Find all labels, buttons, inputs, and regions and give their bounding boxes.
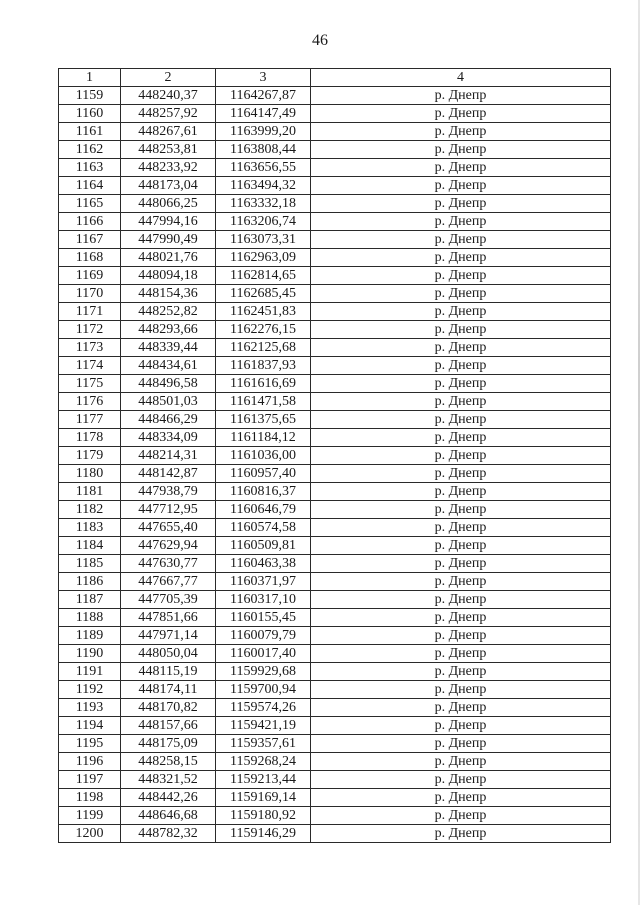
x-coordinate-cell: 448258,15 <box>121 753 216 771</box>
point-number-cell: 1180 <box>59 465 121 483</box>
x-coordinate-cell: 448240,37 <box>121 87 216 105</box>
y-coordinate-cell: 1159357,61 <box>216 735 311 753</box>
y-coordinate-cell: 1159146,29 <box>216 825 311 843</box>
description-cell: р. Днепр <box>311 267 611 285</box>
point-number-cell: 1200 <box>59 825 121 843</box>
description-cell: р. Днепр <box>311 591 611 609</box>
table-row <box>59 465 611 483</box>
point-number-cell: 1162 <box>59 141 121 159</box>
description-cell: р. Днепр <box>311 681 611 699</box>
x-coordinate-cell: 448339,44 <box>121 339 216 357</box>
x-coordinate-cell: 448066,25 <box>121 195 216 213</box>
point-number-cell: 1191 <box>59 663 121 681</box>
point-number-cell: 1181 <box>59 483 121 501</box>
y-coordinate-cell: 1163808,44 <box>216 141 311 159</box>
point-number-cell: 1194 <box>59 717 121 735</box>
y-coordinate-cell: 1161837,93 <box>216 357 311 375</box>
table-row <box>59 735 611 753</box>
table-row <box>59 393 611 411</box>
point-number-cell: 1189 <box>59 627 121 645</box>
table-row <box>59 213 611 231</box>
x-coordinate-cell: 448115,19 <box>121 663 216 681</box>
x-coordinate-cell: 448321,52 <box>121 771 216 789</box>
x-coordinate-cell: 447990,49 <box>121 231 216 249</box>
x-coordinate-cell: 447938,79 <box>121 483 216 501</box>
table-row <box>59 771 611 789</box>
point-number-cell: 1193 <box>59 699 121 717</box>
y-coordinate-cell: 1164147,49 <box>216 105 311 123</box>
y-coordinate-cell: 1161036,00 <box>216 447 311 465</box>
description-cell: р. Днепр <box>311 393 611 411</box>
description-cell: р. Днепр <box>311 411 611 429</box>
x-coordinate-cell: 447629,94 <box>121 537 216 555</box>
x-coordinate-cell: 448173,04 <box>121 177 216 195</box>
x-coordinate-cell: 448021,76 <box>121 249 216 267</box>
description-cell: р. Днепр <box>311 159 611 177</box>
y-coordinate-cell: 1159180,92 <box>216 807 311 825</box>
y-coordinate-cell: 1162451,83 <box>216 303 311 321</box>
table-row <box>59 663 611 681</box>
point-number-cell: 1184 <box>59 537 121 555</box>
y-coordinate-cell: 1163073,31 <box>216 231 311 249</box>
description-cell: р. Днепр <box>311 699 611 717</box>
x-coordinate-cell: 448175,09 <box>121 735 216 753</box>
description-cell: р. Днепр <box>311 123 611 141</box>
point-number-cell: 1185 <box>59 555 121 573</box>
point-number-cell: 1167 <box>59 231 121 249</box>
point-number-cell: 1166 <box>59 213 121 231</box>
y-coordinate-cell: 1160155,45 <box>216 609 311 627</box>
table-row <box>59 645 611 663</box>
x-coordinate-cell: 448501,03 <box>121 393 216 411</box>
description-cell: р. Днепр <box>311 249 611 267</box>
y-coordinate-cell: 1159421,19 <box>216 717 311 735</box>
y-coordinate-cell: 1161375,65 <box>216 411 311 429</box>
table-row <box>59 429 611 447</box>
point-number-cell: 1177 <box>59 411 121 429</box>
point-number-cell: 1192 <box>59 681 121 699</box>
y-coordinate-cell: 1159700,94 <box>216 681 311 699</box>
x-coordinate-cell: 447851,66 <box>121 609 216 627</box>
y-coordinate-cell: 1160079,79 <box>216 627 311 645</box>
table-row <box>59 753 611 771</box>
y-coordinate-cell: 1159268,24 <box>216 753 311 771</box>
y-coordinate-cell: 1159929,68 <box>216 663 311 681</box>
description-cell: р. Днепр <box>311 501 611 519</box>
y-coordinate-cell: 1164267,87 <box>216 87 311 105</box>
table-row <box>59 807 611 825</box>
description-cell: р. Днепр <box>311 195 611 213</box>
point-number-cell: 1179 <box>59 447 121 465</box>
point-number-cell: 1188 <box>59 609 121 627</box>
description-cell: р. Днепр <box>311 609 611 627</box>
table-row <box>59 375 611 393</box>
x-coordinate-cell: 447971,14 <box>121 627 216 645</box>
table-row <box>59 141 611 159</box>
point-number-cell: 1175 <box>59 375 121 393</box>
description-cell: р. Днепр <box>311 573 611 591</box>
x-coordinate-cell: 448050,04 <box>121 645 216 663</box>
x-coordinate-cell: 448496,58 <box>121 375 216 393</box>
point-number-cell: 1173 <box>59 339 121 357</box>
description-cell: р. Днепр <box>311 771 611 789</box>
table-row <box>59 717 611 735</box>
page-number: 46 <box>312 32 328 49</box>
table-row <box>59 105 611 123</box>
description-cell: р. Днепр <box>311 465 611 483</box>
point-number-cell: 1174 <box>59 357 121 375</box>
table-row <box>59 411 611 429</box>
y-coordinate-cell: 1160957,40 <box>216 465 311 483</box>
table-row <box>59 231 611 249</box>
description-cell: р. Днепр <box>311 231 611 249</box>
description-cell: р. Днепр <box>311 447 611 465</box>
table-row <box>59 609 611 627</box>
table-body <box>59 87 611 843</box>
table-row <box>59 447 611 465</box>
description-cell: р. Днепр <box>311 627 611 645</box>
table-row <box>59 789 611 807</box>
point-number-cell: 1198 <box>59 789 121 807</box>
x-coordinate-cell: 448157,66 <box>121 717 216 735</box>
table-row <box>59 357 611 375</box>
table-row <box>59 267 611 285</box>
point-number-cell: 1161 <box>59 123 121 141</box>
table-row <box>59 555 611 573</box>
table-row <box>59 87 611 105</box>
description-cell: р. Днепр <box>311 789 611 807</box>
y-coordinate-cell: 1160317,10 <box>216 591 311 609</box>
description-cell: р. Днепр <box>311 753 611 771</box>
table-row <box>59 177 611 195</box>
description-cell: р. Днепр <box>311 429 611 447</box>
point-number-cell: 1159 <box>59 87 121 105</box>
column-header-1: 1 <box>59 69 121 87</box>
description-cell: р. Днепр <box>311 537 611 555</box>
table-row <box>59 285 611 303</box>
description-cell: р. Днепр <box>311 483 611 501</box>
point-number-cell: 1170 <box>59 285 121 303</box>
x-coordinate-cell: 448094,18 <box>121 267 216 285</box>
x-coordinate-cell: 448214,31 <box>121 447 216 465</box>
x-coordinate-cell: 447994,16 <box>121 213 216 231</box>
table-row <box>59 573 611 591</box>
table-row <box>59 519 611 537</box>
x-coordinate-cell: 448142,87 <box>121 465 216 483</box>
table-header-row <box>59 69 611 87</box>
y-coordinate-cell: 1161471,58 <box>216 393 311 411</box>
y-coordinate-cell: 1163332,18 <box>216 195 311 213</box>
y-coordinate-cell: 1159169,14 <box>216 789 311 807</box>
x-coordinate-cell: 448154,36 <box>121 285 216 303</box>
y-coordinate-cell: 1162963,09 <box>216 249 311 267</box>
y-coordinate-cell: 1162814,65 <box>216 267 311 285</box>
point-number-cell: 1178 <box>59 429 121 447</box>
column-header-2: 2 <box>121 69 216 87</box>
description-cell: р. Днепр <box>311 717 611 735</box>
point-number-cell: 1168 <box>59 249 121 267</box>
description-cell: р. Днепр <box>311 321 611 339</box>
point-number-cell: 1196 <box>59 753 121 771</box>
table-row <box>59 159 611 177</box>
table-row <box>59 627 611 645</box>
x-coordinate-cell: 448233,92 <box>121 159 216 177</box>
y-coordinate-cell: 1162125,68 <box>216 339 311 357</box>
y-coordinate-cell: 1160816,37 <box>216 483 311 501</box>
x-coordinate-cell: 447667,77 <box>121 573 216 591</box>
table-row <box>59 501 611 519</box>
y-coordinate-cell: 1160646,79 <box>216 501 311 519</box>
point-number-cell: 1186 <box>59 573 121 591</box>
point-number-cell: 1165 <box>59 195 121 213</box>
x-coordinate-cell: 447630,77 <box>121 555 216 573</box>
description-cell: р. Днепр <box>311 177 611 195</box>
y-coordinate-cell: 1160371,97 <box>216 573 311 591</box>
table-row <box>59 591 611 609</box>
y-coordinate-cell: 1160017,40 <box>216 645 311 663</box>
y-coordinate-cell: 1160574,58 <box>216 519 311 537</box>
x-coordinate-cell: 448253,81 <box>121 141 216 159</box>
description-cell: р. Днепр <box>311 303 611 321</box>
point-number-cell: 1160 <box>59 105 121 123</box>
x-coordinate-cell: 447712,95 <box>121 501 216 519</box>
x-coordinate-cell: 448252,82 <box>121 303 216 321</box>
x-coordinate-cell: 447705,39 <box>121 591 216 609</box>
x-coordinate-cell: 448442,26 <box>121 789 216 807</box>
x-coordinate-cell: 448466,29 <box>121 411 216 429</box>
description-cell: р. Днепр <box>311 825 611 843</box>
x-coordinate-cell: 448334,09 <box>121 429 216 447</box>
coordinates-table <box>58 68 611 843</box>
y-coordinate-cell: 1160463,38 <box>216 555 311 573</box>
point-number-cell: 1195 <box>59 735 121 753</box>
y-coordinate-cell: 1159213,44 <box>216 771 311 789</box>
x-coordinate-cell: 448646,68 <box>121 807 216 825</box>
table-row <box>59 681 611 699</box>
table-row <box>59 303 611 321</box>
table-row <box>59 321 611 339</box>
description-cell: р. Днепр <box>311 213 611 231</box>
y-coordinate-cell: 1161184,12 <box>216 429 311 447</box>
y-coordinate-cell: 1163206,74 <box>216 213 311 231</box>
point-number-cell: 1172 <box>59 321 121 339</box>
y-coordinate-cell: 1163656,55 <box>216 159 311 177</box>
x-coordinate-cell: 448170,82 <box>121 699 216 717</box>
point-number-cell: 1171 <box>59 303 121 321</box>
y-coordinate-cell: 1163999,20 <box>216 123 311 141</box>
description-cell: р. Днепр <box>311 807 611 825</box>
point-number-cell: 1197 <box>59 771 121 789</box>
table-row <box>59 825 611 843</box>
table-row <box>59 339 611 357</box>
y-coordinate-cell: 1163494,32 <box>216 177 311 195</box>
point-number-cell: 1199 <box>59 807 121 825</box>
description-cell: р. Днепр <box>311 555 611 573</box>
description-cell: р. Днепр <box>311 645 611 663</box>
description-cell: р. Днепр <box>311 339 611 357</box>
point-number-cell: 1163 <box>59 159 121 177</box>
y-coordinate-cell: 1162685,45 <box>216 285 311 303</box>
x-coordinate-cell: 447655,40 <box>121 519 216 537</box>
y-coordinate-cell: 1159574,26 <box>216 699 311 717</box>
x-coordinate-cell: 448434,61 <box>121 357 216 375</box>
x-coordinate-cell: 448267,61 <box>121 123 216 141</box>
point-number-cell: 1190 <box>59 645 121 663</box>
description-cell: р. Днепр <box>311 87 611 105</box>
table-row <box>59 195 611 213</box>
point-number-cell: 1176 <box>59 393 121 411</box>
point-number-cell: 1169 <box>59 267 121 285</box>
point-number-cell: 1183 <box>59 519 121 537</box>
table-row <box>59 123 611 141</box>
table-row <box>59 699 611 717</box>
y-coordinate-cell: 1162276,15 <box>216 321 311 339</box>
description-cell: р. Днепр <box>311 141 611 159</box>
table-row <box>59 249 611 267</box>
description-cell: р. Днепр <box>311 105 611 123</box>
description-cell: р. Днепр <box>311 663 611 681</box>
x-coordinate-cell: 448257,92 <box>121 105 216 123</box>
description-cell: р. Днепр <box>311 735 611 753</box>
column-header-4: 4 <box>311 69 611 87</box>
point-number-cell: 1182 <box>59 501 121 519</box>
description-cell: р. Днепр <box>311 375 611 393</box>
x-coordinate-cell: 448782,32 <box>121 825 216 843</box>
point-number-cell: 1187 <box>59 591 121 609</box>
description-cell: р. Днепр <box>311 357 611 375</box>
y-coordinate-cell: 1161616,69 <box>216 375 311 393</box>
x-coordinate-cell: 448174,11 <box>121 681 216 699</box>
point-number-cell: 1164 <box>59 177 121 195</box>
x-coordinate-cell: 448293,66 <box>121 321 216 339</box>
y-coordinate-cell: 1160509,81 <box>216 537 311 555</box>
description-cell: р. Днепр <box>311 519 611 537</box>
description-cell: р. Днепр <box>311 285 611 303</box>
table-row <box>59 483 611 501</box>
column-header-3: 3 <box>216 69 311 87</box>
table-row <box>59 537 611 555</box>
